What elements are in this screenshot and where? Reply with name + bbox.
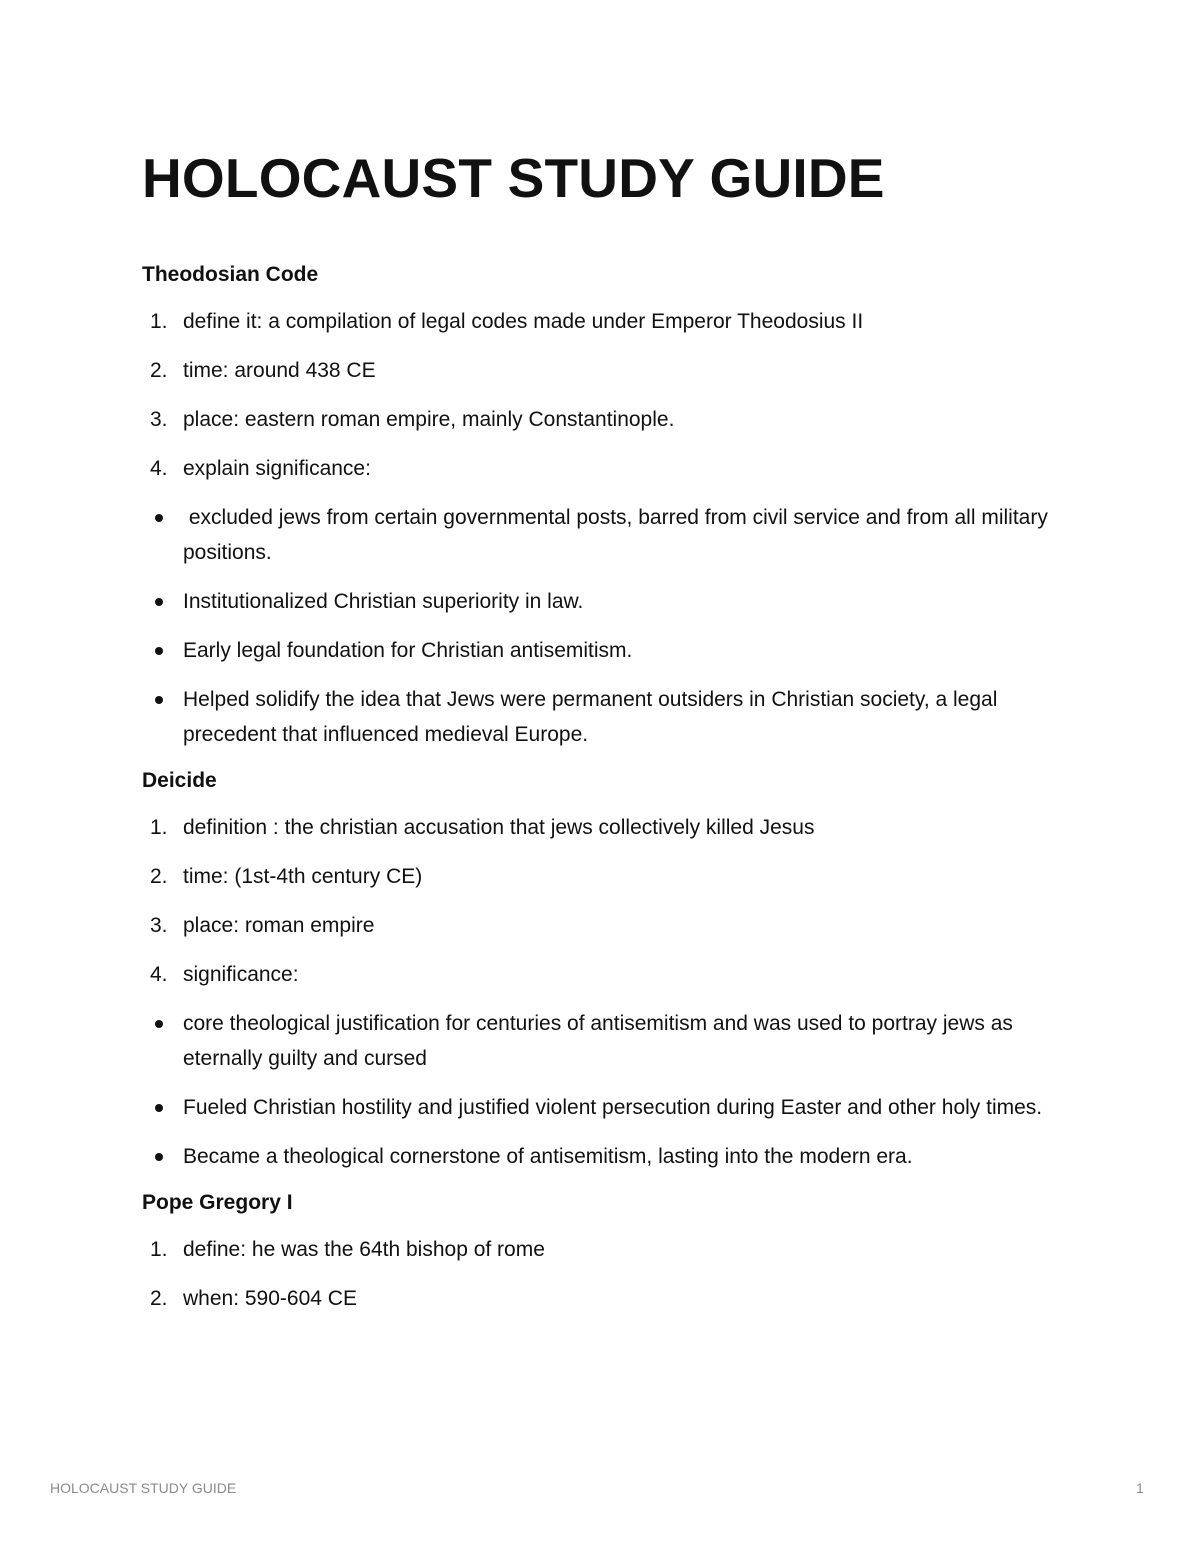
bullet-dot-icon [155, 696, 163, 704]
list-item [142, 810, 1072, 845]
bullet-dot-icon [155, 1104, 163, 1112]
section-heading: Pope Gregory I [142, 1191, 293, 1214]
bullet-item [142, 584, 1072, 619]
list-number: 4. [150, 963, 168, 986]
list-item-text: define: he was the 64th bishop of rome [183, 1238, 545, 1261]
bullet-item [142, 682, 1072, 752]
bullet-item [142, 633, 1072, 668]
page-title: HOLOCAUST STUDY GUIDE [142, 147, 885, 209]
bullet-dot-icon [155, 1020, 163, 1028]
list-item [142, 957, 1072, 992]
section-heading: Theodosian Code [142, 263, 319, 286]
list-item [142, 859, 1072, 894]
list-item-text: place: roman empire [183, 914, 375, 937]
section-deicide [142, 766, 1072, 1174]
bullet-item [142, 1006, 1072, 1076]
footer-document-name: HOLOCAUST STUDY GUIDE [50, 1480, 237, 1496]
bullet-dot-icon [155, 598, 163, 606]
document-body [142, 260, 1072, 1330]
section-heading: Deicide [142, 769, 217, 792]
list-number: 1. [150, 1238, 168, 1261]
bullet-dot-icon [155, 647, 163, 655]
list-number: 1. [150, 310, 168, 333]
list-item-text: define it: a compilation of legal codes made under Emperor Theodosius II [183, 310, 864, 333]
bullet-item-text: Fueled Christian hostility and justified violent persecution during Easter and other holy times. [183, 1096, 1043, 1119]
list-number: 1. [150, 816, 168, 839]
list-item [142, 908, 1072, 943]
list-item-text: explain significance: [183, 457, 371, 480]
bullet-item-text: Institutionalized Christian superiority in law. [183, 590, 584, 613]
list-number: 3. [150, 408, 168, 431]
list-number: 3. [150, 914, 168, 937]
list-item-text: definition : the christian accusation that jews collectively killed Jesus [183, 816, 815, 839]
list-item [142, 1281, 1072, 1316]
list-item-text: time: (1st-4th century CE) [183, 865, 423, 888]
list-item [142, 1232, 1072, 1267]
bullet-item [142, 1090, 1072, 1125]
list-number: 4. [150, 457, 168, 480]
bullet-item-text: Early legal foundation for Christian antisemitism. [183, 639, 633, 662]
list-item [142, 451, 1072, 486]
bullet-item-text: core theological justification for centuries of antisemitism and was used to portray jews as eternally guilty and cursed [183, 1012, 1013, 1070]
list-number: 2. [150, 359, 168, 382]
list-item [142, 353, 1072, 388]
list-item [142, 402, 1072, 437]
list-number: 2. [150, 1287, 168, 1310]
section-theodosian-code [142, 260, 1072, 752]
bullet-dot-icon [155, 1153, 163, 1161]
footer-page-number: 1 [1136, 1480, 1144, 1496]
list-item-text: significance: [183, 963, 299, 986]
list-item-text: time: around 438 CE [183, 359, 376, 382]
bullet-item-text: Became a theological cornerstone of antisemitism, lasting into the modern era. [183, 1145, 913, 1168]
bullet-item-text: Helped solidify the idea that Jews were permanent outsiders in Christian society, a legal precedent that influenced medieval Europe. [183, 688, 998, 746]
bullet-item-text: excluded jews from certain governmental posts, barred from civil service and from all military positions. [183, 506, 1054, 564]
bullet-dot-icon [155, 514, 163, 522]
list-item-text: when: 590-604 CE [183, 1287, 357, 1310]
bullet-item [142, 500, 1072, 570]
list-item-text: place: eastern roman empire, mainly Constantinople. [183, 408, 675, 431]
bullet-item [142, 1139, 1072, 1174]
list-number: 2. [150, 865, 168, 888]
list-item [142, 304, 1072, 339]
section-pope-gregory-i [142, 1188, 1072, 1316]
